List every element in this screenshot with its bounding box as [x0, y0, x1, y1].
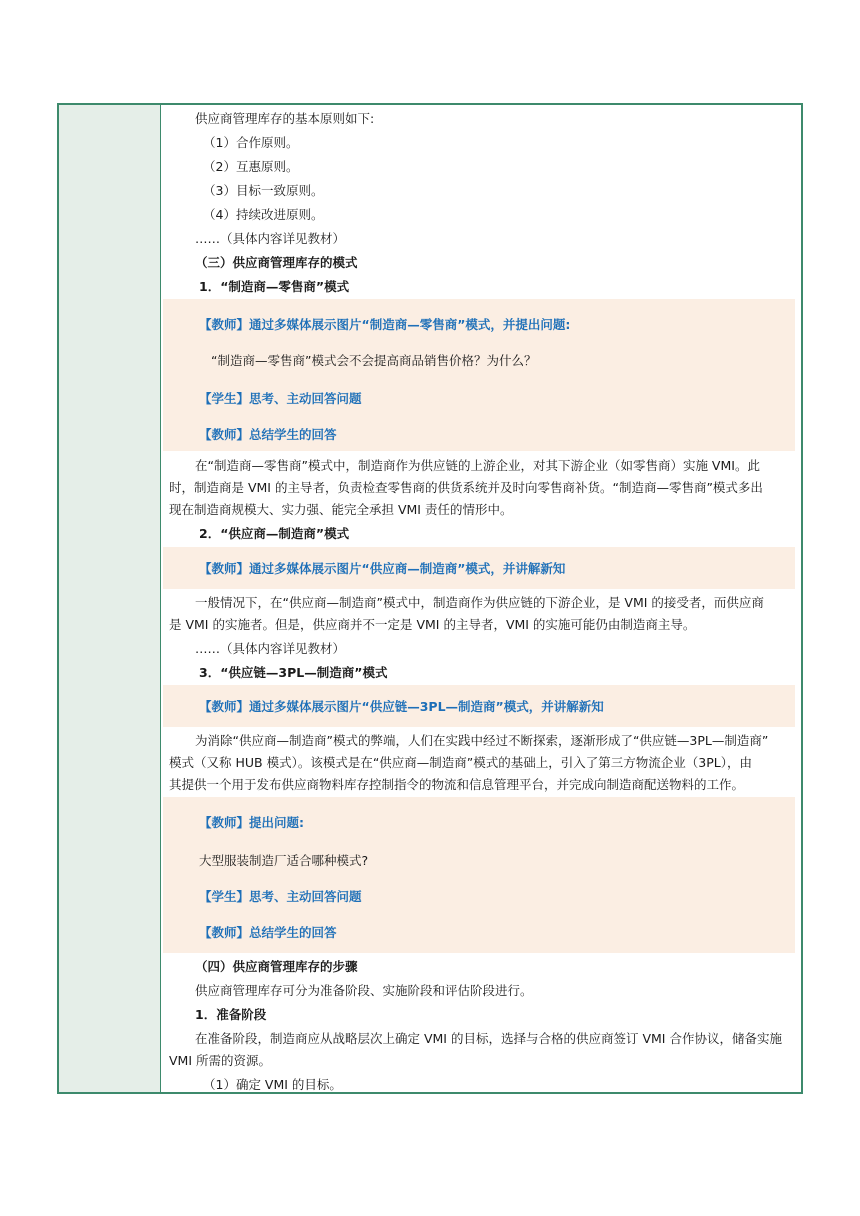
label-column: [59, 105, 161, 1092]
principles-intro: 供应商管理库存的基本原则如下:: [195, 111, 375, 126]
teacher-activity-band: [163, 797, 795, 953]
content-cell: [161, 105, 801, 1092]
see-textbook-note: ……（具体内容详见教材）: [195, 231, 346, 246]
section-heading: （四）供应商管理库存的步骤: [195, 959, 358, 974]
paragraph-line: VMI 所需的资源。: [169, 1053, 271, 1068]
steps-intro: 供应商管理库存可分为准备阶段、实施阶段和评估阶段进行。: [195, 983, 533, 998]
principle-item: （4）持续改进原则。: [203, 207, 324, 222]
teacher-prompt: 【教师】通过多媒体展示图片“供应商—制造商”模式，并讲解新知: [199, 561, 566, 576]
paragraph-line: 现在制造商规模大、实力强、能完全承担 VMI 责任的情形中。: [169, 502, 513, 517]
teacher-summary: 【教师】总结学生的回答: [199, 427, 337, 442]
mode-title: 2．“供应商—制造商”模式: [199, 526, 350, 541]
paragraph-line: 在“制造商—零售商”模式中，制造商作为供应链的上游企业，对其下游企业（如零售商）实施 VMI。此: [195, 458, 760, 473]
mode-title: 3．“供应链—3PL—制造商”模式: [199, 665, 388, 680]
paragraph-line: 在准备阶段，制造商应从战略层次上确定 VMI 的目标，选择与合格的供应商签订 VMI 合作协议，储备实施: [195, 1031, 782, 1046]
principle-item: （1）合作原则。: [203, 135, 299, 150]
teacher-prompt: 【教师】提出问题:: [199, 815, 304, 830]
discussion-question: “制造商—零售商”模式会不会提高商品销售价格？为什么？: [211, 353, 537, 368]
teacher-summary: 【教师】总结学生的回答: [199, 925, 337, 940]
teacher-prompt: 【教师】通过多媒体展示图片“制造商—零售商”模式，并提出问题:: [199, 317, 571, 332]
student-response: 【学生】思考、主动回答问题: [199, 889, 362, 904]
step-item: （1）确定 VMI 的目标。: [203, 1077, 342, 1092]
lesson-table: [57, 103, 803, 1094]
paragraph-line: 时，制造商是 VMI 的主导者，负责检查零售商的供货系统并及时向零售商补货。“制造商—零售商”模式多出: [169, 480, 763, 495]
paragraph-line: 为消除“供应商—制造商”模式的弊端，人们在实践中经过不断探索，逐渐形成了“供应链—3PL—制造商”: [195, 733, 769, 748]
principle-item: （2）互惠原则。: [203, 159, 299, 174]
student-response: 【学生】思考、主动回答问题: [199, 391, 362, 406]
discussion-question: 大型服装制造厂适合哪种模式?: [199, 853, 369, 868]
teacher-activity-band: [163, 547, 795, 589]
section-heading: （三）供应商管理库存的模式: [195, 255, 358, 270]
paragraph-line: 其提供一个用于发布供应商物料库存控制指令的物流和信息管理平台，并完成向制造商配送物料的工作。: [169, 777, 745, 792]
mode-title: 1．“制造商—零售商”模式: [199, 279, 350, 294]
see-textbook-note: ……（具体内容详见教材）: [195, 641, 346, 656]
paragraph-line: 模式（又称 HUB 模式）。该模式是在“供应商—制造商”模式的基础上，引入了第三方物流企业（3PL），由: [169, 755, 752, 770]
paragraph-line: 一般情况下，在“供应商—制造商”模式中，制造商作为供应链的下游企业，是 VMI 的接受者，而供应商: [195, 595, 764, 610]
principle-item: （3）目标一致原则。: [203, 183, 324, 198]
step-title: 1．准备阶段: [195, 1007, 267, 1022]
paragraph-line: 是 VMI 的实施者。但是，供应商并不一定是 VMI 的主导者，VMI 的实施可能仍由制造商主导。: [169, 617, 696, 632]
teacher-activity-band: [163, 685, 795, 727]
teacher-activity-band: [163, 299, 795, 451]
teacher-prompt: 【教师】通过多媒体展示图片“供应链—3PL—制造商”模式，并讲解新知: [199, 699, 604, 714]
